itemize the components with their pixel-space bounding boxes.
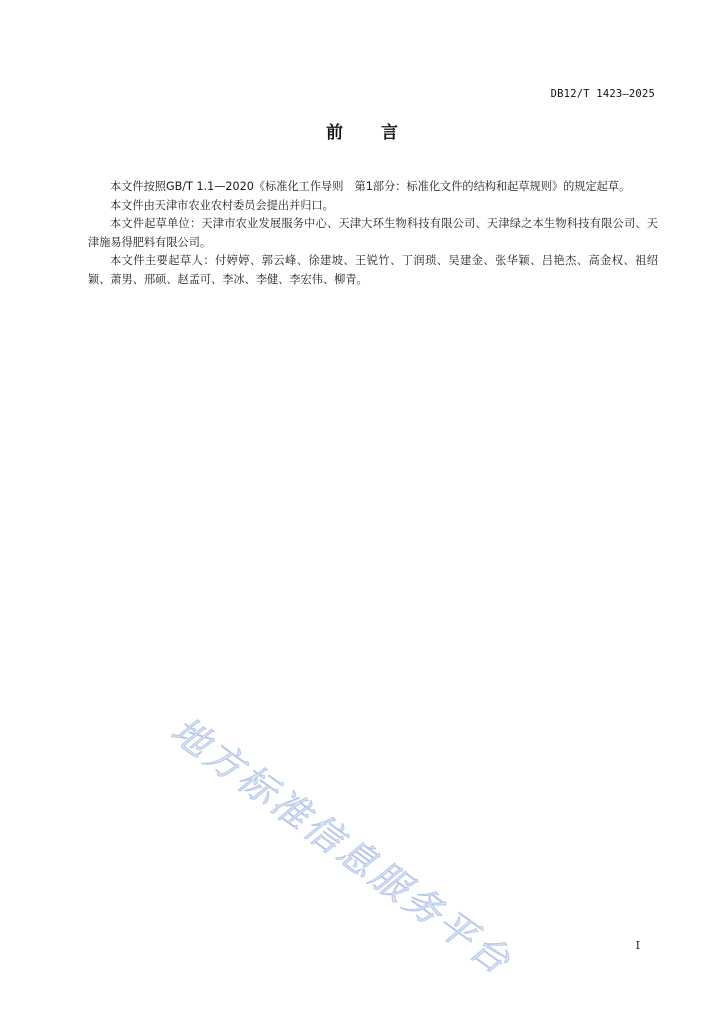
document-code: DB12/T 1423—2025 (550, 88, 655, 100)
page-number: I (635, 939, 640, 952)
paragraph-proposer: 本文件由天津市农业农村委员会提出并归口。 (110, 198, 334, 212)
paragraph-drafting-units: 本文件起草单位：天津市农业发展服务中心、天津大环生物科技有限公司、天津绿之本生物科技有限公司、天津施易得肥料有限公司。 (88, 217, 658, 249)
foreword-body (88, 178, 658, 289)
paragraph-drafting-rules: 本文件按照GB/T 1.1—2020《标准化工作导则 第1部分：标准化文件的结构和起草规则》的规定起草。 (110, 180, 631, 193)
watermark: 地方标准信息服务平台 (163, 708, 521, 985)
page-title: 前言 (326, 123, 436, 143)
paragraph-drafters: 本文件主要起草人：付婷婷、郭云峰、徐建坡、王锐竹、丁润琐、吴建金、张华颖、吕艳杰、高金权、祖绍颖、萧男、邢硕、赵孟可、李冰、李健、李宏伟、柳青。 (88, 254, 658, 286)
